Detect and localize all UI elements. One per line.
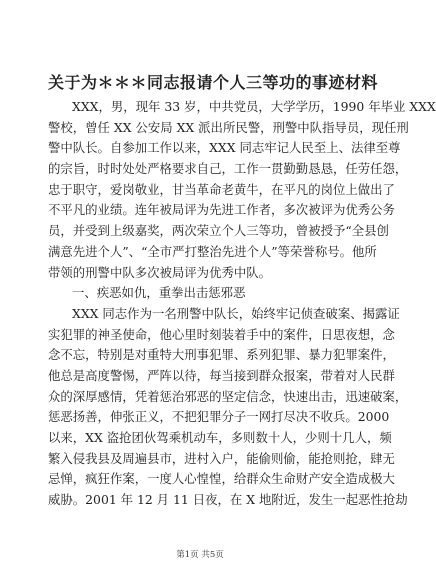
body-line: 威胁。2001 年 12 月 11 日夜，在 X 地附近，发生一起恶性抢劫: [48, 492, 408, 508]
body-line: 带领的刑警中队多次被局评为优秀中队。: [48, 264, 272, 280]
body-line: 惩恶扬善，伸张正义，不把犯罪分子一网打尽决不收兵。2000: [48, 409, 390, 425]
body-line: 众的深厚感情，凭着惩治邪恶的坚定信念，快速出击，迅速破案，: [48, 388, 408, 404]
document-body: [48, 97, 436, 511]
page-footer: 第1页 共5页: [176, 550, 224, 560]
body-line: 忌惮，疯狂作案，一度人心惶惶，给群众生命财产安全造成极大: [48, 471, 395, 487]
body-line: 不平凡的业绩。连年被局评为先进工作者，多次被评为优秀公务: [48, 202, 395, 218]
body-line: 以来，XX 盗抢团伙驾乘机动车，多则数十人，少则十几人，频: [48, 430, 392, 445]
body-line: XXX 同志作为一名刑警中队长，始终牢记侦查破案、揭露证: [72, 305, 400, 321]
document-title: 关于为＊＊＊同志报请个人三等功的事迹材料: [48, 73, 379, 92]
body-line: 警中队长。自参加工作以来，XXX 同志牢记人民至上、法律至尊: [48, 140, 401, 156]
body-line: 忠于职守，爱岗敬业，甘当革命老黄牛，在平凡的岗位上做出了: [48, 181, 395, 197]
body-line: 念不忘，特别是对重特大刑事犯罪、系列犯罪、暴力犯罪案件，: [48, 347, 395, 363]
body-line: 一、疾恶如仇，重拳出击惩邪恶: [72, 285, 246, 301]
body-line: 满意先进个人”、“全市严打整治先进个人”等荣誉称号。他所: [48, 243, 377, 259]
body-line: 实犯罪的神圣使命，他心里时刻装着手中的案件，日思夜想，念: [48, 326, 395, 342]
body-line: 警校，曾任 XX 公安局 XX 派出所民警，刑警中队指导员，现任刑: [48, 119, 409, 135]
body-line: 他总是高度警惕，严阵以待，每当接到群众报案，带着对人民群: [48, 367, 395, 383]
body-line: 员，并受到上级嘉奖，两次荣立个人三等功，曾被授予“全县创: [48, 223, 389, 239]
body-line: 繁入侵我县及周遍县市，进村入户，能偷则偷，能抢则抢，肆无: [48, 450, 395, 466]
body-line: 的宗旨，时时处处严格要求自己，工作一贯勤勤恳恳，任劳任怨，: [48, 161, 408, 177]
body-line: XXX，男，现年 33 岁，中共党员，大学学历，1990 年毕业 XXX: [72, 99, 436, 114]
